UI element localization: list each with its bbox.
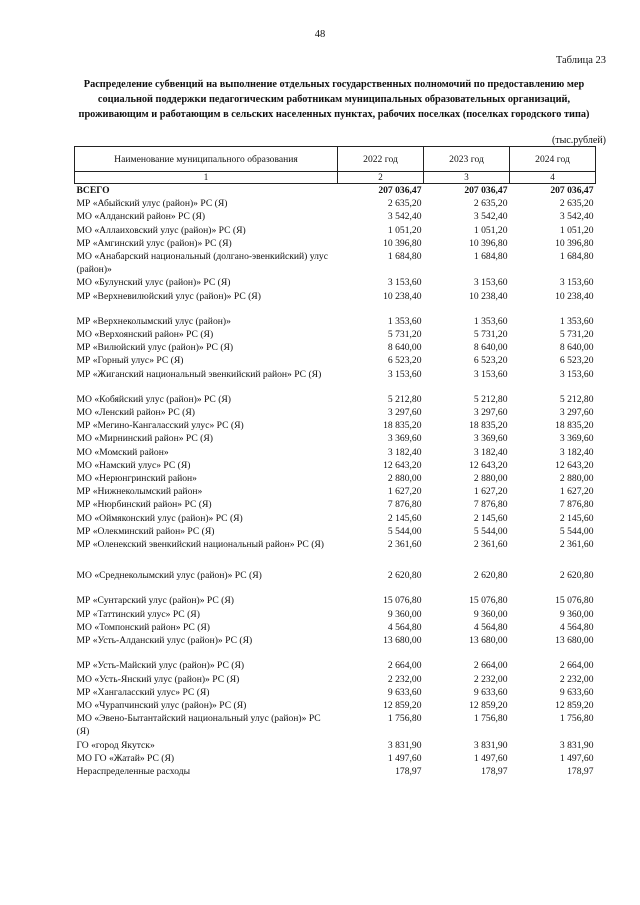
value-2022: 5 544,00 xyxy=(387,525,422,537)
municipality-name: Нераспределенные расходы xyxy=(76,765,191,777)
value-2024: 7 876,80 xyxy=(559,499,594,511)
table-row xyxy=(75,459,596,472)
table-row xyxy=(75,673,596,686)
value-2022: 3 297,60 xyxy=(387,407,422,419)
value-2024: 15 076,80 xyxy=(555,595,594,607)
municipality-name: МР «Амгинский улус (район)» РС (Я) xyxy=(76,237,232,249)
municipality-name: МО ГО «Жатай» РС (Я) xyxy=(76,752,175,764)
table-row xyxy=(75,634,596,647)
value-2022: 12 643,20 xyxy=(383,459,422,471)
table-row xyxy=(75,250,596,276)
value-2022: 2 145,60 xyxy=(387,512,422,524)
spacer-cell xyxy=(424,381,510,393)
total-2023: 207 036,47 xyxy=(464,185,508,196)
value-2022: 1 497,60 xyxy=(387,752,422,764)
value-2022: 7 876,80 xyxy=(387,499,422,511)
value-2022: 13 680,00 xyxy=(383,635,422,647)
table-row xyxy=(75,699,596,712)
spacer-cell xyxy=(338,303,424,315)
value-2024: 2 361,60 xyxy=(559,539,594,551)
value-2022: 15 076,80 xyxy=(383,595,422,607)
value-2024: 10 396,80 xyxy=(555,237,594,249)
value-2023: 2 664,00 xyxy=(473,660,508,672)
value-2023: 6 523,20 xyxy=(473,355,508,367)
value-2022: 1 353,60 xyxy=(387,315,422,327)
value-2023: 5 731,20 xyxy=(473,329,508,341)
value-2023: 2 232,00 xyxy=(473,673,508,685)
value-2024: 2 635,20 xyxy=(559,198,594,210)
municipality-name: МО «Усть-Янский улус (район)» РС (Я) xyxy=(76,673,240,685)
table-row xyxy=(75,538,596,551)
value-2024: 3 831,90 xyxy=(559,739,594,751)
column-number-row xyxy=(75,172,596,184)
municipality-name: МО «Мирнинский район» РС (Я) xyxy=(76,433,213,445)
value-2024: 5 212,80 xyxy=(559,393,594,405)
table-row xyxy=(75,446,596,459)
value-2024: 1 684,80 xyxy=(559,251,594,263)
table-row xyxy=(75,290,596,303)
value-2023: 12 859,20 xyxy=(469,699,508,711)
value-2022: 12 859,20 xyxy=(383,699,422,711)
municipality-name: МР «Нижнеколымский район» xyxy=(76,486,203,498)
value-2023: 10 396,80 xyxy=(469,237,508,249)
table-body xyxy=(75,184,596,779)
value-2022: 6 523,20 xyxy=(387,355,422,367)
spacer-cell xyxy=(510,647,596,659)
value-2023: 5 544,00 xyxy=(473,525,508,537)
table-row xyxy=(75,419,596,432)
value-2023: 2 361,60 xyxy=(473,539,508,551)
spacer-cell xyxy=(75,582,338,594)
units-label: (тыс.рублей) xyxy=(551,135,606,146)
value-2023: 3 369,60 xyxy=(473,433,508,445)
value-2022: 1 051,20 xyxy=(387,224,422,236)
value-2023: 2 880,00 xyxy=(473,473,508,485)
municipality-name: МО «Ленский район» РС (Я) xyxy=(76,407,195,419)
municipality-name: МР «Оленекский эвенкийский национальный район» РС (Я) xyxy=(76,539,324,551)
spacer-cell xyxy=(510,303,596,315)
municipality-name: МР «Хангаласский улус» РС (Я) xyxy=(76,686,210,698)
value-2022: 8 640,00 xyxy=(387,342,422,354)
spacer-row xyxy=(75,303,596,315)
table-row xyxy=(75,512,596,525)
value-2022: 10 238,40 xyxy=(383,290,422,302)
municipality-name: МР «Олекминский район» РС (Я) xyxy=(76,525,215,537)
value-2024: 6 523,20 xyxy=(559,355,594,367)
table-row xyxy=(75,608,596,621)
value-2022: 18 835,20 xyxy=(383,420,422,432)
column-header-name: Наименование муниципального образования xyxy=(75,147,338,172)
value-2023: 15 076,80 xyxy=(469,595,508,607)
column-header-2023: 2023 год xyxy=(424,147,510,172)
column-header-2022: 2022 год xyxy=(338,147,424,172)
total-row xyxy=(75,184,596,198)
value-2023: 178,97 xyxy=(481,765,508,777)
spacer-cell xyxy=(338,551,424,569)
value-2024: 5 731,20 xyxy=(559,329,594,341)
value-2024: 1 756,80 xyxy=(559,713,594,725)
table-header-row xyxy=(75,147,596,172)
column-number: 4 xyxy=(510,172,596,184)
table-row xyxy=(75,594,596,607)
municipality-name: МО «Алданский район» РС (Я) xyxy=(76,211,206,223)
document-title: Распределение субвенций на выполнение отдельных государственных полномочий по предоставлению мер социальной поддержки педагогическим работникам муниципальных образовательных организаций, проживающим и работающим в сельских населенных пунктах, рабочих поселках (поселках городского типа) xyxy=(78,79,590,120)
table-row xyxy=(75,432,596,445)
value-2023: 7 876,80 xyxy=(473,499,508,511)
value-2023: 2 145,60 xyxy=(473,512,508,524)
spacer-row xyxy=(75,582,596,594)
table-row xyxy=(75,224,596,237)
value-2022: 1 627,20 xyxy=(387,486,422,498)
value-2023: 1 051,20 xyxy=(473,224,508,236)
table-row xyxy=(75,569,596,582)
municipality-name: МР «Верхнеколымский улус (район)» xyxy=(76,315,231,327)
value-2024: 3 153,60 xyxy=(559,277,594,289)
column-number: 3 xyxy=(424,172,510,184)
spacer-cell xyxy=(510,381,596,393)
value-2024: 5 544,00 xyxy=(559,525,594,537)
value-2023: 9 633,60 xyxy=(473,686,508,698)
value-2024: 3 369,60 xyxy=(559,433,594,445)
table-row xyxy=(75,341,596,354)
spacer-row xyxy=(75,647,596,659)
value-2023: 3 153,60 xyxy=(473,277,508,289)
municipality-name: МО «Среднеколымский улус (район)» РС (Я) xyxy=(76,570,262,582)
value-2022: 3 369,60 xyxy=(387,433,422,445)
municipality-name: МР «Усть-Алданский улус (район)» РС (Я) xyxy=(76,635,253,647)
municipality-name: МР «Усть-Майский улус (район)» РС (Я) xyxy=(76,660,245,672)
spacer-cell xyxy=(424,582,510,594)
municipality-name: МР «Вилюйский улус (район)» РС (Я) xyxy=(76,342,234,354)
value-2024: 2 880,00 xyxy=(559,473,594,485)
value-2024: 3 542,40 xyxy=(559,211,594,223)
spacer-cell xyxy=(424,303,510,315)
table-row xyxy=(75,393,596,406)
spacer-cell xyxy=(338,647,424,659)
value-2023: 1 497,60 xyxy=(473,752,508,764)
municipality-name: МО «Эвено-Бытантайский национальный улус (район)» РС (Я) xyxy=(76,713,321,738)
spacer-cell xyxy=(75,381,338,393)
value-2024: 3 182,40 xyxy=(559,446,594,458)
table-row xyxy=(75,525,596,538)
table-row xyxy=(75,406,596,419)
value-2024: 12 643,20 xyxy=(555,459,594,471)
spacer-row xyxy=(75,381,596,393)
value-2022: 3 831,90 xyxy=(387,739,422,751)
spacer-cell xyxy=(75,647,338,659)
value-2024: 1 497,60 xyxy=(559,752,594,764)
value-2022: 2 232,00 xyxy=(387,673,422,685)
page-number: 48 xyxy=(314,29,326,40)
value-2023: 1 684,80 xyxy=(473,251,508,263)
value-2022: 3 182,40 xyxy=(387,446,422,458)
municipality-name: МР «Мегино-Кангаласский улус» РС (Я) xyxy=(76,420,244,432)
municipality-name: МО «Нерюнгринский район» xyxy=(76,473,197,485)
total-2024: 207 036,47 xyxy=(550,185,594,196)
table-row xyxy=(75,276,596,289)
value-2022: 178,97 xyxy=(395,765,422,777)
table-row xyxy=(75,210,596,223)
spacer-cell xyxy=(510,551,596,569)
value-2024: 1 051,20 xyxy=(559,224,594,236)
value-2022: 5 731,20 xyxy=(387,329,422,341)
value-2024: 178,97 xyxy=(567,765,594,777)
value-2024: 9 360,00 xyxy=(559,608,594,620)
municipality-name: МО «Булунский улус (район)» РС (Я) xyxy=(76,277,231,289)
value-2022: 2 361,60 xyxy=(387,539,422,551)
municipality-name: МО «Анабарский национальный (долгано-эвенкийский) улус (район)» xyxy=(76,251,328,276)
table-row xyxy=(75,354,596,367)
value-2023: 3 153,60 xyxy=(473,368,508,380)
value-2022: 2 635,20 xyxy=(387,198,422,210)
municipality-name: МР «Абыйский улус (район)» РС (Я) xyxy=(76,198,228,210)
value-2024: 3 153,60 xyxy=(559,368,594,380)
spacer-cell xyxy=(424,551,510,569)
value-2024: 13 680,00 xyxy=(555,635,594,647)
value-2022: 3 153,60 xyxy=(387,277,422,289)
value-2022: 1 756,80 xyxy=(387,713,422,725)
value-2022: 9 360,00 xyxy=(387,608,422,620)
value-2022: 9 633,60 xyxy=(387,686,422,698)
value-2023: 1 627,20 xyxy=(473,486,508,498)
table-row xyxy=(75,485,596,498)
municipality-name: ГО «город Якутск» xyxy=(76,739,155,751)
column-number: 2 xyxy=(338,172,424,184)
municipality-name: МО «Оймяконский улус (район)» РС (Я) xyxy=(76,512,243,524)
table-row xyxy=(75,752,596,765)
municipality-name: МО «Чурапчинский улус (район)» РС (Я) xyxy=(76,699,247,711)
value-2023: 18 835,20 xyxy=(469,420,508,432)
value-2023: 12 643,20 xyxy=(469,459,508,471)
table-row xyxy=(75,197,596,210)
value-2023: 1 756,80 xyxy=(473,713,508,725)
value-2023: 3 831,90 xyxy=(473,739,508,751)
value-2024: 2 620,80 xyxy=(559,570,594,582)
value-2023: 10 238,40 xyxy=(469,290,508,302)
municipality-name: МР «Жиганский национальный эвенкийский район» РС (Я) xyxy=(76,368,322,380)
value-2024: 1 627,20 xyxy=(559,486,594,498)
municipality-name: МО «Намский улус» РС (Я) xyxy=(76,459,191,471)
value-2022: 2 664,00 xyxy=(387,660,422,672)
value-2023: 2 635,20 xyxy=(473,198,508,210)
table-row xyxy=(75,368,596,381)
value-2022: 10 396,80 xyxy=(383,237,422,249)
municipality-name: МР «Таттинский улус» РС (Я) xyxy=(76,608,200,620)
value-2022: 4 564,80 xyxy=(387,621,422,633)
value-2024: 2 145,60 xyxy=(559,512,594,524)
value-2024: 4 564,80 xyxy=(559,621,594,633)
value-2022: 2 880,00 xyxy=(387,473,422,485)
value-2023: 9 360,00 xyxy=(473,608,508,620)
value-2022: 3 153,60 xyxy=(387,368,422,380)
total-label: ВСЕГО xyxy=(76,185,110,196)
spacer-cell xyxy=(75,551,338,569)
subsidy-table xyxy=(74,146,596,778)
value-2022: 2 620,80 xyxy=(387,570,422,582)
value-2023: 3 542,40 xyxy=(473,211,508,223)
municipality-name: МО «Момский район» xyxy=(76,446,169,458)
column-number: 1 xyxy=(75,172,338,184)
value-2023: 1 353,60 xyxy=(473,315,508,327)
value-2024: 9 633,60 xyxy=(559,686,594,698)
value-2024: 2 664,00 xyxy=(559,660,594,672)
table-row xyxy=(75,472,596,485)
table-row xyxy=(75,765,596,778)
spacer-cell xyxy=(338,381,424,393)
municipality-name: МР «Горный улус» РС (Я) xyxy=(76,355,184,367)
spacer-cell xyxy=(510,582,596,594)
value-2024: 8 640,00 xyxy=(559,342,594,354)
municipality-name: МР «Верхневилюйский улус (район)» РС (Я) xyxy=(76,290,261,302)
value-2023: 3 297,60 xyxy=(473,407,508,419)
total-2022: 207 036,47 xyxy=(378,185,422,196)
value-2022: 1 684,80 xyxy=(387,251,422,263)
table-row xyxy=(75,315,596,328)
table-row xyxy=(75,686,596,699)
municipality-name: МО «Томпонский район» РС (Я) xyxy=(76,621,210,633)
table-row xyxy=(75,328,596,341)
value-2022: 3 542,40 xyxy=(387,211,422,223)
table-row xyxy=(75,712,596,738)
value-2024: 3 297,60 xyxy=(559,407,594,419)
spacer-cell xyxy=(424,647,510,659)
spacer-cell xyxy=(338,582,424,594)
column-header-2024: 2024 год xyxy=(510,147,596,172)
value-2024: 2 232,00 xyxy=(559,673,594,685)
value-2023: 3 182,40 xyxy=(473,446,508,458)
value-2024: 12 859,20 xyxy=(555,699,594,711)
municipality-name: МО «Верхоянский район» РС (Я) xyxy=(76,329,214,341)
value-2023: 5 212,80 xyxy=(473,393,508,405)
value-2023: 4 564,80 xyxy=(473,621,508,633)
spacer-cell xyxy=(75,303,338,315)
value-2024: 18 835,20 xyxy=(555,420,594,432)
municipality-name: МР «Сунтарский улус (район)» РС (Я) xyxy=(76,595,234,607)
value-2023: 8 640,00 xyxy=(473,342,508,354)
table-row xyxy=(75,659,596,672)
value-2022: 5 212,80 xyxy=(387,393,422,405)
table-caption: Таблица 23 xyxy=(555,55,606,66)
table-row xyxy=(75,621,596,634)
value-2024: 10 238,40 xyxy=(555,290,594,302)
municipality-name: МО «Аллаиховский улус (район)» РС (Я) xyxy=(76,224,246,236)
value-2023: 13 680,00 xyxy=(469,635,508,647)
municipality-name: МО «Кобяйский улус (район)» РС (Я) xyxy=(76,393,232,405)
table-row xyxy=(75,739,596,752)
table-row xyxy=(75,498,596,511)
table-row xyxy=(75,237,596,250)
spacer-row xyxy=(75,551,596,569)
value-2024: 1 353,60 xyxy=(559,315,594,327)
value-2023: 2 620,80 xyxy=(473,570,508,582)
municipality-name: МР «Нюрбинский район» РС (Я) xyxy=(76,499,212,511)
